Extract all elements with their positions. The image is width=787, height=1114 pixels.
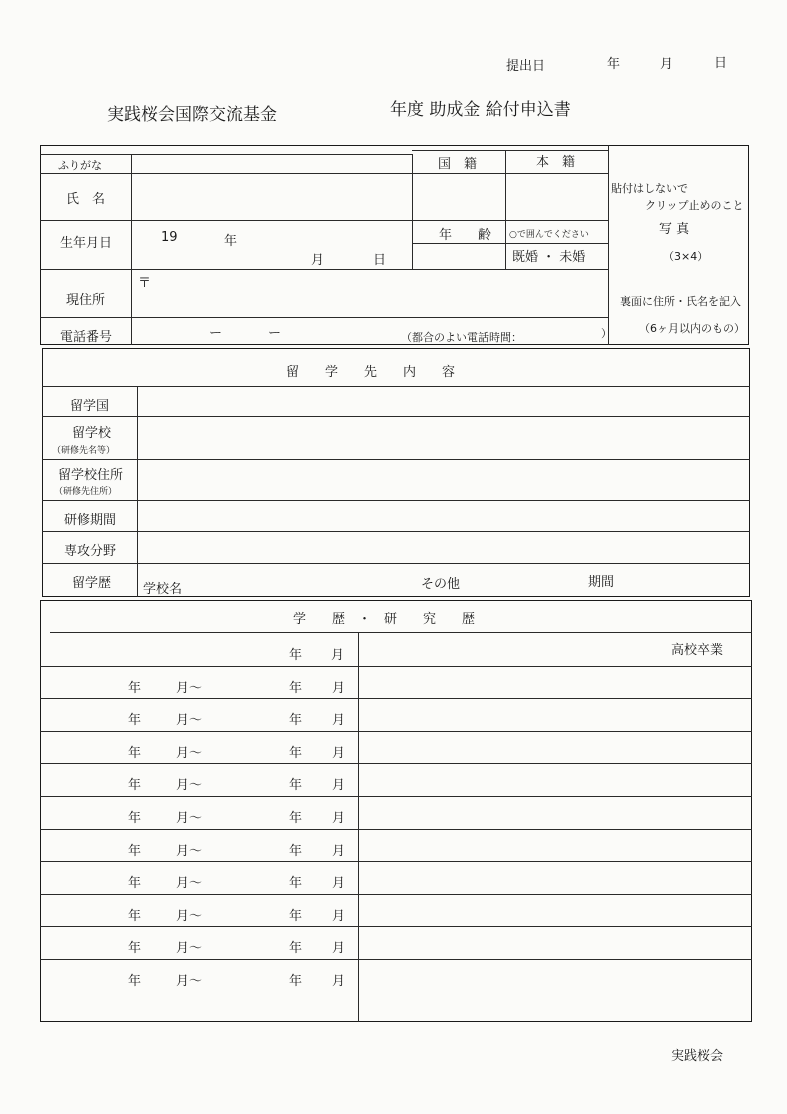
study-address-sub: （研修先住所） (54, 487, 118, 497)
study-history-label: 留学歴 (72, 576, 112, 591)
furigana-label: ふりがな (58, 159, 102, 172)
row-month-to: 月 (332, 941, 346, 957)
row-month-from: 月〜 (176, 843, 203, 859)
birth-month-unit: 月 (311, 253, 325, 268)
photo-size: （3×4） (663, 250, 709, 263)
education-heading: 学 歴 ・ 研 究 歴 (293, 612, 476, 627)
row-year-from: 年 (128, 811, 142, 826)
education-entry-field[interactable] (361, 765, 749, 794)
photo-title: 写 真 (659, 222, 690, 237)
phone-time-close: ） (601, 327, 612, 340)
nationality-label: 国 籍 (438, 157, 478, 172)
study-country-field[interactable] (139, 388, 749, 415)
education-entry-field[interactable] (361, 831, 749, 860)
row-year-to: 年 (289, 843, 303, 859)
age-field[interactable] (414, 245, 504, 268)
row-year-from: 年 (128, 680, 142, 696)
address-label: 現住所 (66, 293, 106, 308)
row-year-to: 年 (289, 974, 303, 989)
age-label: 年 齢 (439, 228, 492, 243)
marital-note: ○で囲んでください (509, 230, 589, 240)
form-title-org: 実践桜会国際交流基金 (107, 105, 277, 125)
row-month-to: 月 (332, 843, 346, 859)
row-year-from: 年 (128, 778, 142, 794)
first-row-month: 月 (331, 648, 345, 663)
nationality-field[interactable] (414, 175, 504, 219)
address-field[interactable] (155, 271, 607, 316)
study-period-label: 研修期間 (64, 513, 117, 528)
row-month-from: 月〜 (176, 680, 203, 696)
row-year-from: 年 (128, 941, 142, 957)
phone-time-note: （都合のよい電話時間： (401, 331, 522, 344)
study-country-label: 留学国 (70, 399, 110, 414)
furigana-field[interactable] (133, 155, 411, 172)
submit-date-year: 年 (607, 57, 621, 72)
row-month-from: 月〜 (176, 811, 203, 826)
name-field[interactable] (133, 175, 411, 219)
row-year-from: 年 (128, 908, 142, 924)
row-year-to: 年 (289, 745, 303, 761)
education-entry-field[interactable] (361, 961, 749, 990)
phone-dash-2: ー (268, 326, 282, 341)
row-year-to: 年 (289, 680, 303, 696)
education-entry-field[interactable] (361, 668, 749, 697)
birth-day-unit: 日 (373, 253, 387, 268)
row-month-from: 月〜 (176, 778, 203, 794)
row-year-to: 年 (289, 713, 303, 729)
education-entry-field[interactable] (361, 700, 749, 729)
phone-dash-1: ー (209, 326, 223, 341)
study-school-field[interactable] (139, 418, 749, 458)
study-heading: 留 学 先 内 容 (286, 365, 456, 380)
row-year-to: 年 (289, 941, 303, 957)
row-month-to: 月 (332, 680, 346, 696)
study-major-field[interactable] (139, 533, 749, 562)
form-title-main: 年度 助成金 給付申込書 (390, 100, 571, 120)
row-year-to: 年 (289, 908, 303, 924)
domicile-field[interactable] (507, 175, 607, 219)
row-month-to: 月 (332, 876, 346, 892)
study-school-sub: （研修先名等） (52, 446, 116, 456)
postal-mark: 〒 (138, 276, 152, 291)
row-month-to: 月 (332, 811, 346, 826)
marital-options[interactable]: 既婚 ・ 未婚 (512, 250, 586, 265)
education-entry-field[interactable] (361, 635, 661, 664)
first-row-note: 高校卒業 (671, 643, 724, 658)
photo-note-1: 裏面に住所・氏名を記入 (620, 295, 741, 308)
education-entry-field[interactable] (361, 928, 749, 957)
photo-line-2: クリップ止めのこと (645, 199, 744, 212)
submit-date-day: 日 (714, 56, 728, 71)
submit-date-label: 提出日 (506, 59, 546, 74)
study-school-label: 留学校 (72, 426, 112, 441)
row-month-to: 月 (332, 745, 346, 761)
birth-year-prefix: 19 (161, 230, 178, 245)
row-year-to: 年 (289, 778, 303, 794)
footer-org: 実践桜会 (671, 1049, 724, 1064)
row-month-to: 月 (332, 908, 346, 924)
education-entry-field[interactable] (361, 733, 749, 762)
row-month-from: 月〜 (176, 876, 203, 892)
study-history-other: その他 (421, 577, 461, 592)
first-row-year: 年 (289, 648, 303, 663)
row-year-from: 年 (128, 876, 142, 892)
study-major-label: 専攻分野 (64, 544, 117, 559)
phone-label: 電話番号 (60, 330, 113, 345)
study-period-field[interactable] (139, 502, 749, 530)
row-year-from: 年 (128, 713, 142, 729)
education-entry-field[interactable] (361, 798, 749, 827)
row-year-to: 年 (289, 876, 303, 892)
row-month-to: 月 (332, 713, 346, 729)
education-entry-field[interactable] (361, 896, 749, 925)
birth-year-unit: 年 (224, 234, 238, 249)
row-year-from: 年 (128, 974, 142, 989)
row-year-from: 年 (128, 843, 142, 859)
row-month-from: 月〜 (176, 974, 203, 989)
row-month-from: 月〜 (176, 941, 203, 957)
study-address-field[interactable] (139, 461, 749, 499)
row-year-to: 年 (289, 811, 303, 826)
row-month-from: 月〜 (176, 745, 203, 761)
photo-line-1: 貼付はしないで (611, 182, 688, 195)
study-history-period: 期間 (588, 575, 615, 590)
row-year-from: 年 (128, 745, 142, 761)
row-month-to: 月 (332, 778, 346, 794)
study-address-label: 留学校住所 (58, 468, 124, 483)
row-month-from: 月〜 (176, 908, 203, 924)
submit-date-month: 月 (660, 57, 674, 72)
birthdate-label: 生年月日 (60, 236, 113, 251)
study-history-school: 学校名 (143, 582, 183, 597)
education-entry-field[interactable] (361, 863, 749, 892)
name-label: 氏 名 (66, 192, 106, 207)
domicile-label: 本 籍 (536, 155, 576, 170)
row-month-from: 月〜 (176, 713, 203, 729)
row-month-to: 月 (332, 974, 346, 989)
photo-note-2: （6ヶ月以内のもの） (639, 322, 745, 335)
